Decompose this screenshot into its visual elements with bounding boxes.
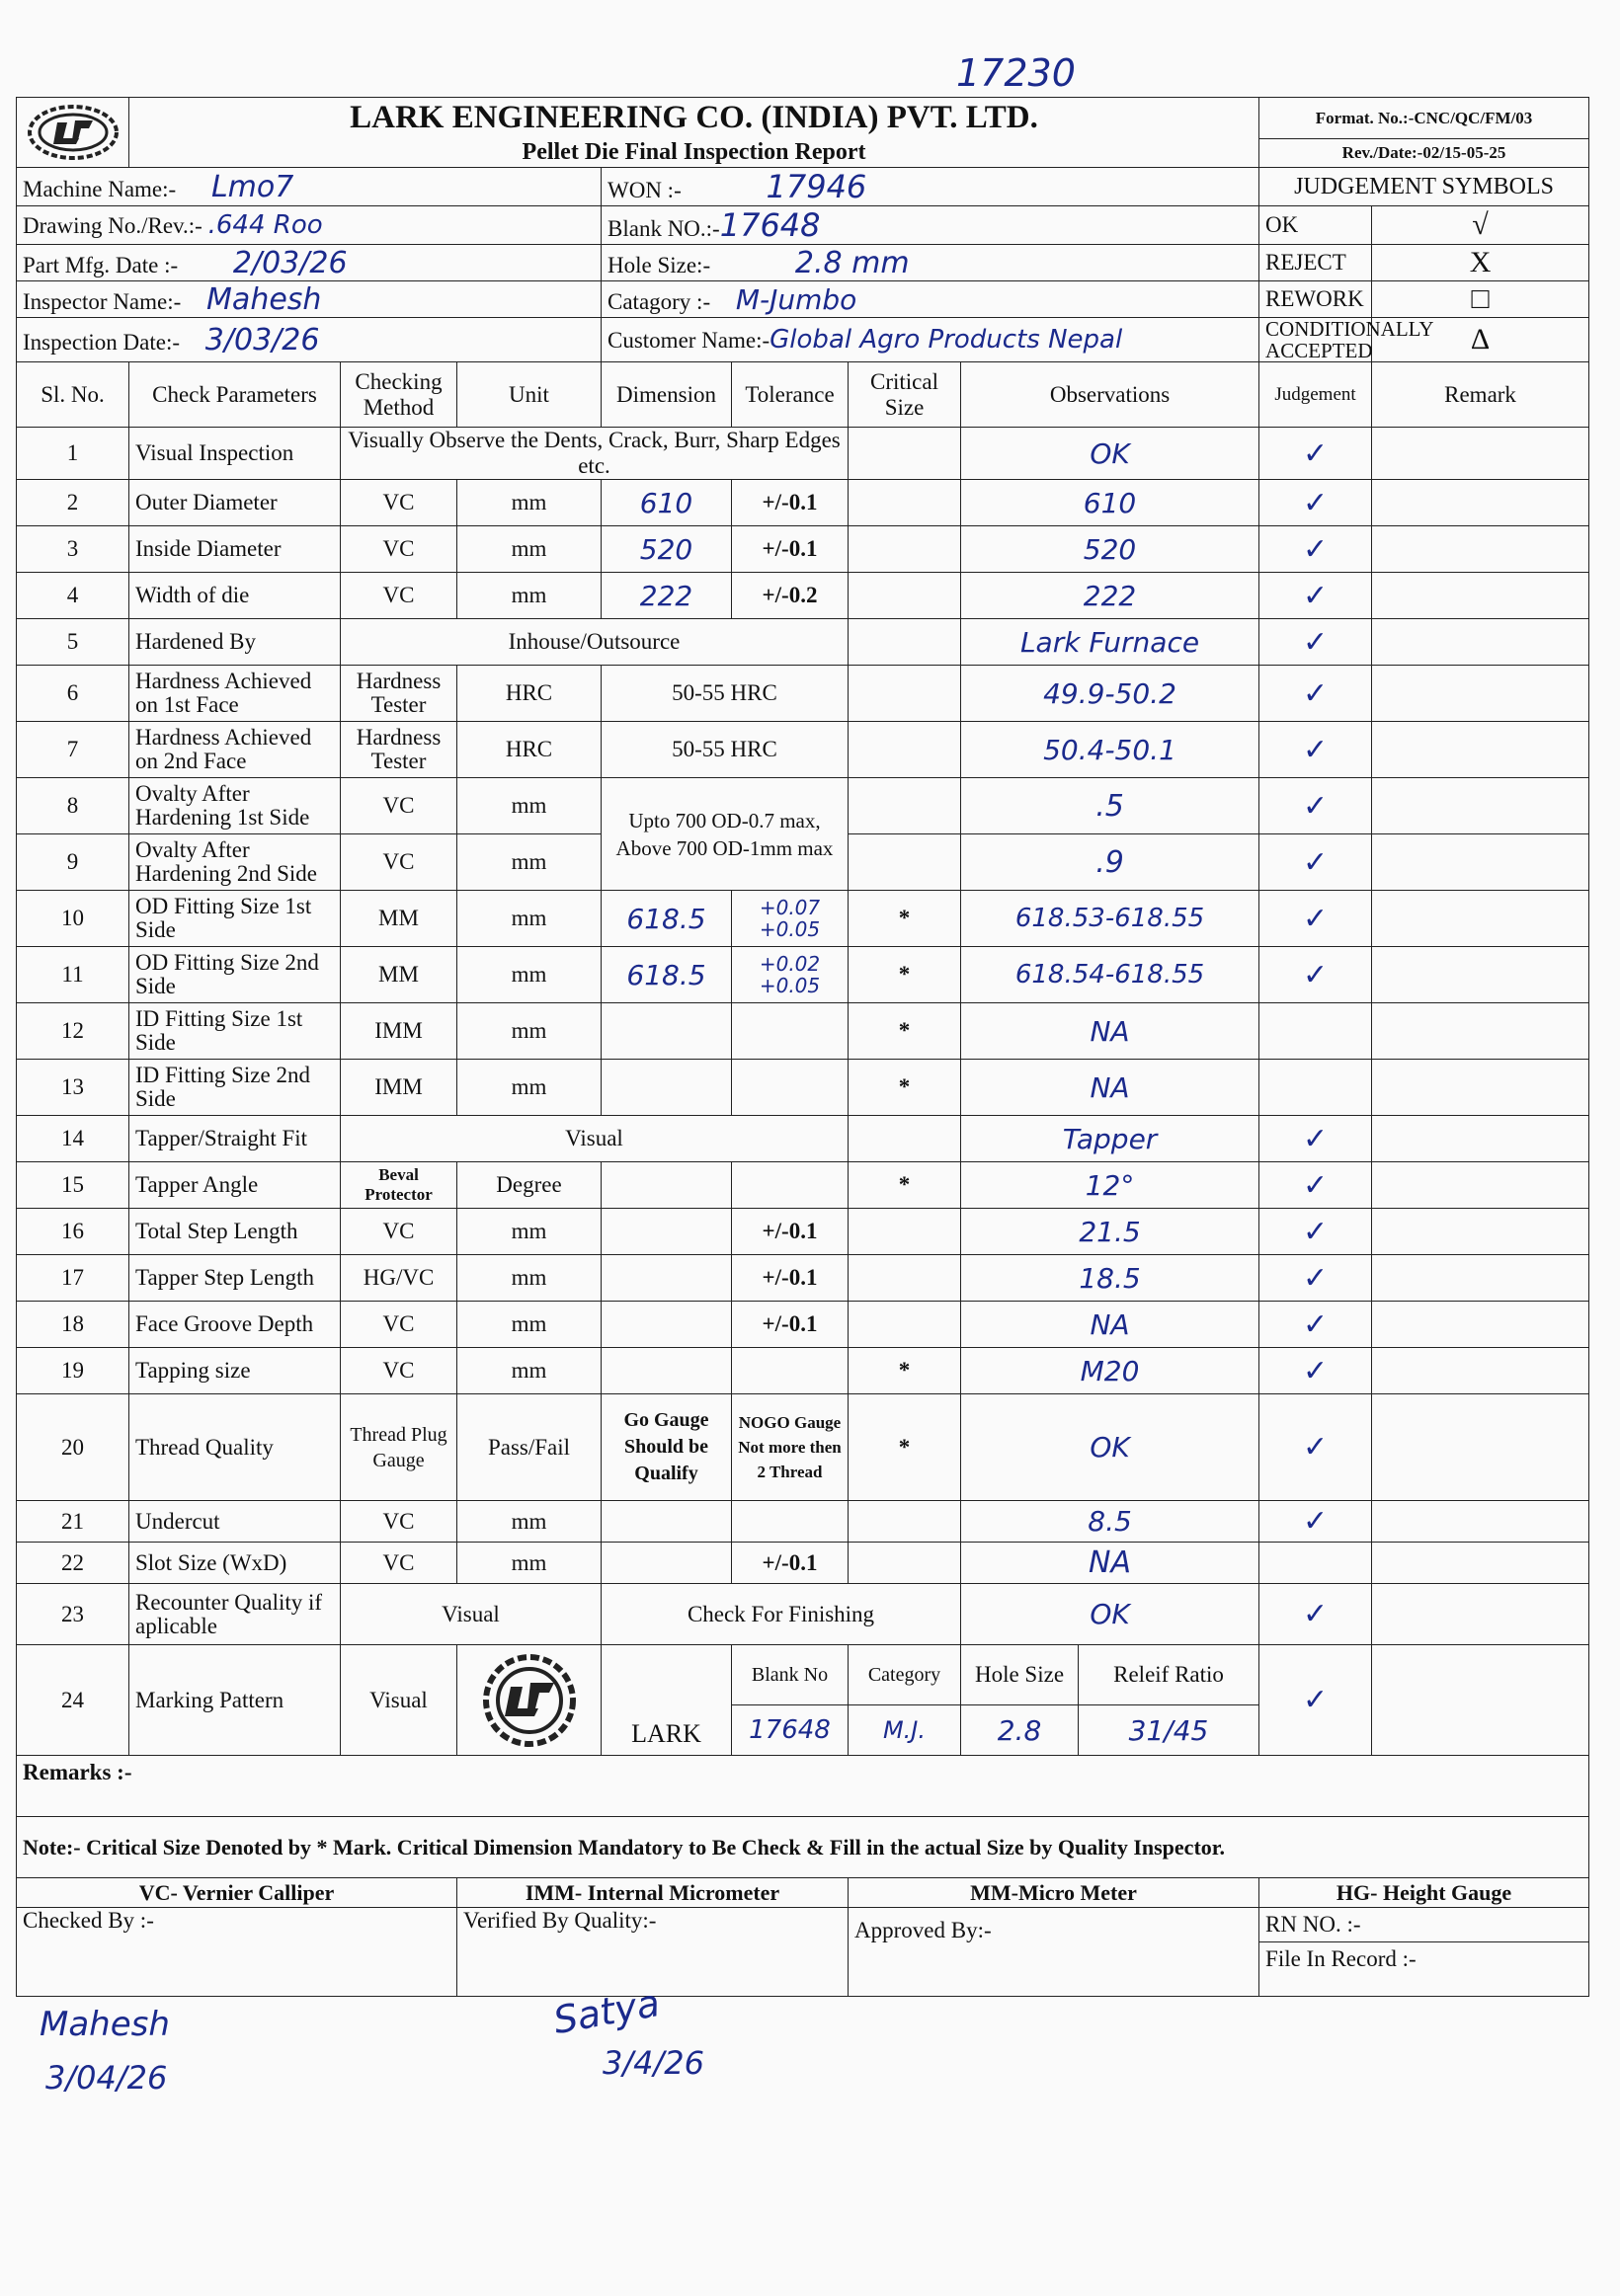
- cell-sl: 4: [17, 573, 129, 619]
- customer-value: Global Agro Products Nepal: [770, 325, 1123, 355]
- cell-param: Tapper/Straight Fit: [129, 1116, 341, 1162]
- marking-blank-value: 17648: [732, 1705, 849, 1756]
- cell-dimension: 618.5: [602, 891, 732, 947]
- category-row: Catagory :- M-Jumbo: [602, 281, 1259, 318]
- cell-sl: 3: [17, 526, 129, 573]
- cell-observation: OK: [961, 1394, 1259, 1501]
- rn-no-label: RN NO. :-: [1259, 1908, 1588, 1942]
- cell-param: Tapper Angle: [129, 1162, 341, 1209]
- col-method: Checking Method: [341, 362, 457, 428]
- cell-sl: 15: [17, 1162, 129, 1209]
- cell-param: Hardness Achieved on 1st Face: [129, 666, 341, 722]
- table-row: [17, 1302, 1589, 1348]
- cell-param: Width of die: [129, 573, 341, 619]
- cell-tolerance: +/-0.1: [732, 1209, 849, 1255]
- col-param: Check Parameters: [129, 362, 341, 428]
- drawing-row: Drawing No./Rev.:- .644 Roo: [17, 206, 602, 245]
- cell-unit: mm: [457, 778, 602, 834]
- symbol-rework-label: REWORK: [1259, 281, 1372, 318]
- marking-relief-value: 31/45: [1128, 1713, 1209, 1747]
- cell-unit: mm: [457, 1060, 602, 1116]
- table-row: [17, 573, 1589, 619]
- table-row: [17, 480, 1589, 526]
- cell-method: VC: [341, 480, 457, 526]
- cell-param: ID Fitting Size 2nd Side: [129, 1060, 341, 1116]
- cell-critical: *: [849, 947, 961, 1003]
- file-in-record-label: File In Record :-: [1265, 1946, 1417, 1971]
- cell-param: OD Fitting Size 1st Side: [129, 891, 341, 947]
- cell-observation: OK: [961, 428, 1259, 480]
- marking-blank-header: Blank No: [732, 1645, 849, 1705]
- company-logo: [17, 98, 129, 168]
- part-mfg-value: 2/03/26: [232, 245, 348, 280]
- cell-sl: 11: [17, 947, 129, 1003]
- table-row: [17, 722, 1589, 778]
- cell-unit: mm: [457, 1209, 602, 1255]
- table-row: [17, 428, 1589, 480]
- cell-judgement: ✓: [1259, 778, 1372, 834]
- won-row: WON :- 17946: [602, 168, 1259, 206]
- cell-method: IMM: [341, 1003, 457, 1060]
- cell-observation: 610: [961, 480, 1259, 526]
- table-row: [17, 1584, 1589, 1645]
- cell-unit: mm: [457, 573, 602, 619]
- cell-judgement: ✓: [1259, 1162, 1372, 1209]
- check-symbol: √: [1372, 206, 1589, 245]
- cell-judgement: ✓: [1259, 834, 1372, 891]
- cell-unit: HRC: [457, 722, 602, 778]
- col-remark: Remark: [1372, 362, 1589, 428]
- cell-sl: 7: [17, 722, 129, 778]
- customer-row: Customer Name:-Global Agro Products Nepal: [602, 318, 1259, 362]
- checker-date: 3/04/26: [45, 2059, 168, 2097]
- cell-param: Recounter Quality if aplicable: [129, 1584, 341, 1645]
- cell-tolerance: +/-0.1: [732, 1543, 849, 1584]
- symbol-conditional-label: CONDITIONALLY ACCEPTED: [1259, 318, 1372, 362]
- inspection-table: [16, 97, 1589, 1997]
- legend-vc: VC- Vernier Calliper: [17, 1878, 457, 1908]
- inspection-sheet: [16, 97, 1588, 2046]
- cell-param: Tapper Step Length: [129, 1255, 341, 1302]
- inspector-value: Mahesh: [206, 281, 322, 317]
- cell-param: ID Fitting Size 1st Side: [129, 1003, 341, 1060]
- remarks-label: Remarks :-: [17, 1756, 1589, 1817]
- cell-sl: 10: [17, 891, 129, 947]
- table-row: [17, 1060, 1589, 1116]
- cell-method: HG/VC: [341, 1255, 457, 1302]
- cell-judgement: ✓: [1259, 1584, 1372, 1645]
- cell-method: MM: [341, 891, 457, 947]
- table-row: [17, 1543, 1589, 1584]
- approved-by-label: Approved By:-: [854, 1918, 992, 1942]
- cell-judgement: ✓: [1259, 480, 1372, 526]
- marking-lark-text: LARK: [602, 1645, 732, 1756]
- cell-unit: HRC: [457, 666, 602, 722]
- cell-critical: *: [849, 1394, 961, 1501]
- cell-critical: *: [849, 1348, 961, 1394]
- cell-observation: 618.53-618.55: [961, 891, 1259, 947]
- cell-unit: Pass/Fail: [457, 1394, 602, 1501]
- conditional-symbol: Δ: [1372, 318, 1589, 362]
- cell-method: VC: [341, 1348, 457, 1394]
- machine-name-value: Lmo7: [210, 169, 294, 204]
- cell-sl: 8: [17, 778, 129, 834]
- table-row: [17, 891, 1589, 947]
- cell-dimension: 618.5: [602, 947, 732, 1003]
- cell-method: Beval Protector: [341, 1162, 457, 1209]
- cell-unit: mm: [457, 834, 602, 891]
- marking-hole-value: 2.8: [961, 1705, 1079, 1755]
- cell-param: Face Groove Depth: [129, 1302, 341, 1348]
- cell-critical: *: [849, 1003, 961, 1060]
- cell-param: Hardened By: [129, 619, 341, 666]
- inspection-date-value: 3/03/26: [204, 322, 320, 357]
- cell-judgement: ✓: [1259, 1501, 1372, 1543]
- cell-tolerance: NOGO Gauge Not more then 2 Thread: [732, 1394, 849, 1501]
- cell-judgement: ✓: [1259, 526, 1372, 573]
- cell-unit: mm: [457, 891, 602, 947]
- cell-param: Slot Size (WxD): [129, 1543, 341, 1584]
- part-mfg-row: Part Mfg. Date :- 2/03/26: [17, 245, 602, 281]
- cell-method: VC: [341, 1209, 457, 1255]
- cell-sl: 6: [17, 666, 129, 722]
- cell-judgement: ✓: [1259, 1255, 1372, 1302]
- cell-sl: 22: [17, 1543, 129, 1584]
- company-name: LARK ENGINEERING CO. (INDIA) PVT. LTD.: [129, 98, 1259, 139]
- table-row: [17, 1645, 1589, 1705]
- table-row: [17, 1394, 1589, 1501]
- cell-unit: mm: [457, 1255, 602, 1302]
- symbol-ok-label: OK: [1259, 206, 1372, 245]
- cell-param: Total Step Length: [129, 1209, 341, 1255]
- cell-observation: 49.9-50.2: [961, 666, 1259, 722]
- cell-observation: 12°: [961, 1162, 1259, 1209]
- col-judgement: Judgement: [1259, 362, 1372, 428]
- cell-unit: mm: [457, 1501, 602, 1543]
- cell-observation: 18.5: [961, 1255, 1259, 1302]
- col-sl: Sl. No.: [17, 362, 129, 428]
- cell-param: Tapping size: [129, 1348, 341, 1394]
- hole-value: 2.8 mm: [794, 245, 910, 280]
- marking-category-header: Category: [849, 1645, 961, 1705]
- table-row: [17, 1209, 1589, 1255]
- report-title: Pellet Die Final Inspection Report: [129, 139, 1259, 168]
- cell-method: VC: [341, 1543, 457, 1584]
- cell-param: Outer Diameter: [129, 480, 341, 526]
- cell-sl: 20: [17, 1394, 129, 1501]
- cell-sl: 12: [17, 1003, 129, 1060]
- cell-observation: 21.5: [961, 1209, 1259, 1255]
- marking-category-value: M.J.: [849, 1705, 961, 1756]
- legend-mm: MM-Micro Meter: [849, 1878, 1259, 1908]
- cell-unit: mm: [457, 947, 602, 1003]
- cell-sl: 17: [17, 1255, 129, 1302]
- cell-judgement: ✓: [1259, 891, 1372, 947]
- table-row: [17, 1501, 1589, 1543]
- cell-spec: Upto 700 OD-0.7 max, Above 700 OD-1mm max: [602, 778, 849, 891]
- checked-by-label: Checked By :-: [23, 1908, 154, 1933]
- cell-param: Undercut: [129, 1501, 341, 1543]
- cell-judgement: ✓: [1259, 1394, 1372, 1501]
- cell-unit: mm: [457, 1302, 602, 1348]
- cell-tolerance: +/-0.1: [732, 480, 849, 526]
- cell-critical: *: [849, 1060, 961, 1116]
- col-tolerance: Tolerance: [732, 362, 849, 428]
- table-row: [17, 1348, 1589, 1394]
- cell-observation: 222: [961, 573, 1259, 619]
- cell-method: VC: [341, 573, 457, 619]
- cell-tolerance: +/-0.2: [732, 573, 849, 619]
- col-dimension: Dimension: [602, 362, 732, 428]
- cell-observation: .5: [961, 778, 1259, 834]
- cell-param: Ovalty After Hardening 1st Side: [129, 778, 341, 834]
- col-observations: Observations: [961, 362, 1259, 428]
- cell-unit: mm: [457, 526, 602, 573]
- cell-method: VC: [341, 1501, 457, 1543]
- cell-tolerance: +/-0.1: [732, 526, 849, 573]
- category-value: M-Jumbo: [735, 282, 857, 316]
- cell-observation: OK: [961, 1584, 1259, 1645]
- cell-sl: 24: [17, 1645, 129, 1756]
- verifier-date: 3/4/26: [603, 2044, 704, 2082]
- cell-unit: mm: [457, 480, 602, 526]
- drawing-value: .644 Roo: [207, 210, 323, 240]
- cell-method: VC: [341, 526, 457, 573]
- table-row: [17, 1255, 1589, 1302]
- cell-method: Hardness Tester: [341, 722, 457, 778]
- cell-dimension: 610: [602, 480, 732, 526]
- cell-method: Visual: [341, 1116, 849, 1162]
- cell-sl: 5: [17, 619, 129, 666]
- table-row: [17, 526, 1589, 573]
- cell-judgement: ✓: [1259, 573, 1372, 619]
- cell-unit: mm: [457, 1348, 602, 1394]
- format-no: Format. No.:-CNC/QC/FM/03: [1259, 98, 1589, 139]
- cell-judgement: ✓: [1259, 1302, 1372, 1348]
- col-critical: Critical Size: [849, 362, 961, 428]
- inspection-date-row: Inspection Date:- 3/03/26: [17, 318, 602, 362]
- cell-judgement: ✓: [1259, 1209, 1372, 1255]
- cell-param: OD Fitting Size 2nd Side: [129, 947, 341, 1003]
- cell-observation: M20: [961, 1348, 1259, 1394]
- cell-judgement: ✓: [1259, 619, 1372, 666]
- cell-spec: 50-55 HRC: [602, 666, 849, 722]
- hole-row: Hole Size:- 2.8 mm: [602, 245, 1259, 281]
- cell-observation: Lark Furnace: [961, 619, 1259, 666]
- judgement-symbols-title: JUDGEMENT SYMBOLS: [1259, 168, 1589, 206]
- cell-sl: 13: [17, 1060, 129, 1116]
- cell-method: Hardness Tester: [341, 666, 457, 722]
- cell-param: Hardness Achieved on 2nd Face: [129, 722, 341, 778]
- marking-relief-header: Releif Ratio: [1113, 1662, 1224, 1687]
- cell-sl: 21: [17, 1501, 129, 1543]
- cell-observation: 8.5: [961, 1501, 1259, 1543]
- cell-sl: 23: [17, 1584, 129, 1645]
- cell-observation: .9: [961, 834, 1259, 891]
- marking-hole-header: Hole Size: [961, 1645, 1079, 1704]
- cell-param: Thread Quality: [129, 1394, 341, 1501]
- cell-param: Marking Pattern: [129, 1645, 341, 1756]
- cell-observation: NA: [961, 1543, 1259, 1584]
- cell-method: IMM: [341, 1060, 457, 1116]
- cell-dimension: 222: [602, 573, 732, 619]
- cell-observation: NA: [961, 1003, 1259, 1060]
- cell-unit: Degree: [457, 1162, 602, 1209]
- record-cell: [1259, 1908, 1589, 1997]
- cell-observation: NA: [961, 1302, 1259, 1348]
- marking-logo: [457, 1645, 602, 1756]
- col-unit: Unit: [457, 362, 602, 428]
- cell-judgement: ✓: [1259, 1348, 1372, 1394]
- reject-symbol: X: [1372, 245, 1589, 281]
- machine-name-row: Machine Name:- Lmo7: [17, 168, 602, 206]
- won-value: 17946: [766, 168, 867, 205]
- cell-critical: *: [849, 891, 961, 947]
- cell-method: Visual: [341, 1584, 602, 1645]
- handwritten-number: 17230: [956, 51, 1076, 95]
- cell-method: MM: [341, 947, 457, 1003]
- cell-observation: Tapper: [961, 1116, 1259, 1162]
- cell-method: Inhouse/Outsource: [341, 619, 849, 666]
- checked-by-cell: [17, 1908, 457, 1997]
- table-row: [17, 1116, 1589, 1162]
- cell-tolerance: +0.07 +0.05: [732, 891, 849, 947]
- table-row: [17, 1162, 1589, 1209]
- cell-method: Visual: [341, 1645, 457, 1756]
- cell-critical: *: [849, 1162, 961, 1209]
- table-row: [17, 947, 1589, 1003]
- cell-param: Inside Diameter: [129, 526, 341, 573]
- marking-value-pair: [961, 1705, 1259, 1756]
- inspector-row: Inspector Name:- Mahesh: [17, 281, 602, 318]
- cell-judgement: ✓: [1259, 722, 1372, 778]
- cell-judgement: ✓: [1259, 666, 1372, 722]
- table-row: [17, 1003, 1589, 1060]
- cell-sl: 14: [17, 1116, 129, 1162]
- verifier-signature: Satya: [550, 1980, 664, 2043]
- cell-judgement: ✓: [1259, 947, 1372, 1003]
- cell-unit: mm: [457, 1003, 602, 1060]
- table-row: [17, 619, 1589, 666]
- cell-sl: 9: [17, 834, 129, 891]
- cell-unit: mm: [457, 1543, 602, 1584]
- cell-param: Visual Inspection: [129, 428, 341, 480]
- verified-by-label: Verified By Quality:-: [463, 1908, 657, 1933]
- approved-by-cell: [849, 1908, 1259, 1997]
- cell-method: VC: [341, 1302, 457, 1348]
- cell-param: Ovalty After Hardening 2nd Side: [129, 834, 341, 891]
- rework-symbol: □: [1372, 281, 1589, 318]
- cell-judgement: ✓: [1259, 1116, 1372, 1162]
- marking-header-pair: [961, 1645, 1259, 1705]
- cell-tolerance: +0.02 +0.05: [732, 947, 849, 1003]
- legend-hg: HG- Height Gauge: [1259, 1878, 1589, 1908]
- cell-method: Visually Observe the Dents, Crack, Burr, Sharp Edges etc.: [341, 428, 849, 480]
- cell-spec: Check For Finishing: [602, 1584, 961, 1645]
- cell-method: Thread Plug Gauge: [341, 1394, 457, 1501]
- cell-observation: 618.54-618.55: [961, 947, 1259, 1003]
- note-text: Note:- Critical Size Denoted by * Mark. Critical Dimension Mandatory to Be Check & Fill in the actual Size by Quality Inspector.: [17, 1817, 1589, 1878]
- cell-sl: 2: [17, 480, 129, 526]
- checker-signature: Mahesh: [40, 2005, 170, 2044]
- cell-sl: 1: [17, 428, 129, 480]
- cell-dimension: Go Gauge Should be Qualify: [602, 1394, 732, 1501]
- cell-method: VC: [341, 834, 457, 891]
- cell-spec: 50-55 HRC: [602, 722, 849, 778]
- cell-method: VC: [341, 778, 457, 834]
- cell-judgement: ✓: [1259, 428, 1372, 480]
- cell-observation: NA: [961, 1060, 1259, 1116]
- cell-sl: 19: [17, 1348, 129, 1394]
- cell-tolerance: +/-0.1: [732, 1302, 849, 1348]
- cell-tolerance: +/-0.1: [732, 1255, 849, 1302]
- rev-date: Rev./Date:-02/15-05-25: [1259, 139, 1589, 168]
- symbol-reject-label: REJECT: [1259, 245, 1372, 281]
- cell-observation: 50.4-50.1: [961, 722, 1259, 778]
- cell-observation: 520: [961, 526, 1259, 573]
- blank-value: 17648: [719, 206, 821, 244]
- cell-judgement: ✓: [1259, 1645, 1372, 1756]
- blank-row: Blank NO.:-17648: [602, 206, 1259, 245]
- table-row: [17, 666, 1589, 722]
- legend-imm: IMM- Internal Micrometer: [457, 1878, 849, 1908]
- table-row: [17, 778, 1589, 834]
- cell-dimension: 520: [602, 526, 732, 573]
- cell-sl: 16: [17, 1209, 129, 1255]
- cell-sl: 18: [17, 1302, 129, 1348]
